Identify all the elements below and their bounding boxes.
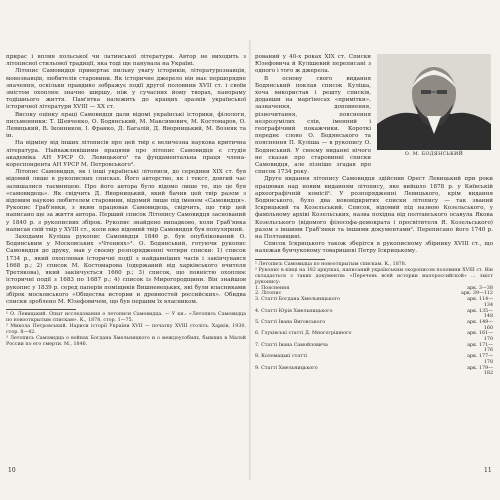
left-footnote-2: ² Микола Петровський. Нариси історії України XVII — початку XVIII століть. Харків, 1930, стор. 8—42. xyxy=(6,324,246,336)
left-footnote-3: ³ Летопись Самовидца о войнах Богдана Хмельницкого и о междоусобиях, бывших в Малой России по его смерти. М., 1846. xyxy=(6,336,246,348)
portrait-caption: О. М. БОДЯНСЬКИЙ xyxy=(404,152,464,157)
left-paragraph-6: Заходами Куліша рукопис Самовидця 1846 р. був опублікований О. Бодянським у Московських «Чтениях»³. О. Бодянський, готуючи рукопис Самовидця до друку, мав у своєму розпорядженні чотири списки: 1) список 1734 р., який охоплював історичні події з найдавніших часів і закінчувався 1668 р.; 2) список М. Костомарова (одержаний від харківського вчителя Третякова), який закінчується 1660 р.; 3) список, що повністю охоплює історичні події з 1683 по 1687 р.; 4) список із Мирогородщини. Він знайшов рукопис у 1839 р. серед паперів поміщиків Вишневецьких, які були власниками збірок московського «Общества истории и древностей российских». Обидва списки зроблено М. Юзефовичем, що був першим їх власником. xyxy=(6,234,246,305)
right-paragraph-3: Список Іскрицького також зберігся в рукописному збірнику XVIII ст., що належав бунчуковому товаришеві Петру Іскрицькому. xyxy=(255,241,493,255)
contents-row: 3. Статті Богдана Хмельницького арк. 114—134 xyxy=(255,297,493,308)
contents-row: 6. Глухівські статті Д. Многогрішного арк. 161—170 xyxy=(255,331,493,343)
manuscript-contents xyxy=(255,286,493,377)
left-paragraph-5: Літопис Самовидця, як і інші українські літописи, до середини XIX ст. був відомий лише в рукописних списках. Його авторство, як і текст, довгий час залишалися таємницею. Про його автора було відомо лише те, що це був «самовидець». Як свідчить Д. Яворницький, який бачив цей твір разом з відомим наукою любителем старовини, відомий лише під іменем «Самовидця». Рукопис Граб'янки, з яким працював Самовидець, свідчить, що твір цей написано ще за життя автора. Перший список Літопису Самовидця заснований у 1840 р. з рукописних збірок. Рукопис знайдено випадково, коли Граб'янка написав свій твір у XVIII ст., коли вже відомий твір Самовидця був популярний. xyxy=(6,169,246,233)
left-paragraph-1: прирас і вплив польської чи латинської літератури. Автор не виходить з літописної стильової традиції, яка тоді ще панувала на Україні. xyxy=(6,54,246,68)
right-footnotes xyxy=(255,262,493,377)
portrait-engraving xyxy=(377,54,491,150)
right-paragraph-top: рований у 40-х роках XIX ст. Списки Юзефовича й Кулішевий переписані з одного і того ж джерела. xyxy=(255,54,371,75)
left-paragraph-3: Високу оцінку праці Самовидця дали відомі українські історики, філологи, письменники: Т. Шевченко, О. Бодянський, М. Максимович, М. Костомаров, О. Левицький, В. Іконников, І. Франко, Д. Багалій, Д. Яворницький, М. Возняк та ін. xyxy=(6,111,246,140)
left-page-number: 10 xyxy=(8,467,16,474)
left-paragraph-2: Літопис Самовидця привертає пильну увагу істориків, літературознавців, мовознавців, любителів старовини. Як історичне джерело він має першорядне значення, оскільки правдиво зображує події другої половини XVII ст. і своїм змістом охоплює значно ширшу, ніж у сучасних йому творах, панораму тодішнього життя. Пам'ятка належить до кращих зразків української історичної літератури XVIII — XX ст. xyxy=(6,68,246,111)
book-gutter xyxy=(249,40,251,480)
left-page xyxy=(6,54,246,474)
right-top-column xyxy=(255,54,371,176)
right-page-number: 11 xyxy=(484,467,492,474)
left-paragraph-4: На відміну від інших літописів про цей твір є величезна наукова критична література. Найважливішими працями про літопис Самовидця є студія академіка АН УРСР О. Левицького¹ та фундаментальна праця члена-кореспондента АН УРСР М. Петровського². xyxy=(6,140,246,169)
contents-row: 4. Статті Юрія Хмельницького арк. 135—148 xyxy=(255,308,493,320)
right-paragraph-1: В основу свого видання Бодянський поклав список Куліша, хоча використав і решту списків, додавши на марґінесах «примітки», зазначення, доповнення, різночитання, пояснення незрозумілих слів, іменний і географічний покажчики. Короткі переднє слово О. Бодянського та пояснення П. Куліша — в рукопису О. Бодянський. У своєму виданні нічого не сказав про старовинні списки Самовидця, але пізніше згадав про список 1734 року. xyxy=(255,75,371,176)
right-page xyxy=(255,54,493,474)
contents-row: 9. Статті Хмельницького арк. 179—182 xyxy=(255,365,493,377)
contents-row: 5. Статті Івана Виговського арк. 149—160 xyxy=(255,319,493,331)
portrait-image xyxy=(377,54,491,150)
portrait-figure xyxy=(377,54,491,157)
left-footnote-1: ¹ О. Левицький. Опыт исследования о летописи Самовидца. — У кн.: «Летопись Самовидца по новооткрытым спискам». К., 1878, стор. 1—75. xyxy=(6,312,246,324)
right-paragraph-2: Друге видання літопису Самовидця здійснив Орест Левицький при роки працював над новим виданням літопису, яке вийшло 1878 р. у Київській археографічній комісії¹. У розпорядженні Левицького, крім видання Бодянського, було два нововідкритих списки літопису — так званий Іскрицький та Козельський. Список, відомий під назвою Козельського, у фамільному архіві Козельських, назва похідна від полтавського осавула Якова Козельського (відомого філософа-демократа і просвітителя Я. Козельського) разом з іншими Граб'янки та іншими документами². Переписано його 1740 р. на Полтавщині. xyxy=(255,176,493,241)
contents-row: 8. Коломацькі статті арк. 177—178 xyxy=(255,354,493,365)
right-footnote-divider xyxy=(255,259,325,260)
contents-row: 7. Статті Івана Самойловича арк. 171—176 xyxy=(255,342,493,354)
right-footnote-1: ¹ Летопись Самовидца по новооткрытым спискам. К., 1878. xyxy=(255,261,407,267)
left-footnotes xyxy=(6,312,246,348)
contents-row: 1. Пояснення арк. 3—38 xyxy=(255,285,493,291)
right-footnote-2: ² Рукопис в кінці на 182 аркушах, написаний українським скорописом половини XVIII ст. Він складається з таких документів: «Перечень всей истории малороссийской» ... зміст рукопису: xyxy=(255,267,493,285)
footnote-divider xyxy=(6,309,76,310)
contents-row: 2. Літопис арк. 39—112 xyxy=(255,291,493,297)
